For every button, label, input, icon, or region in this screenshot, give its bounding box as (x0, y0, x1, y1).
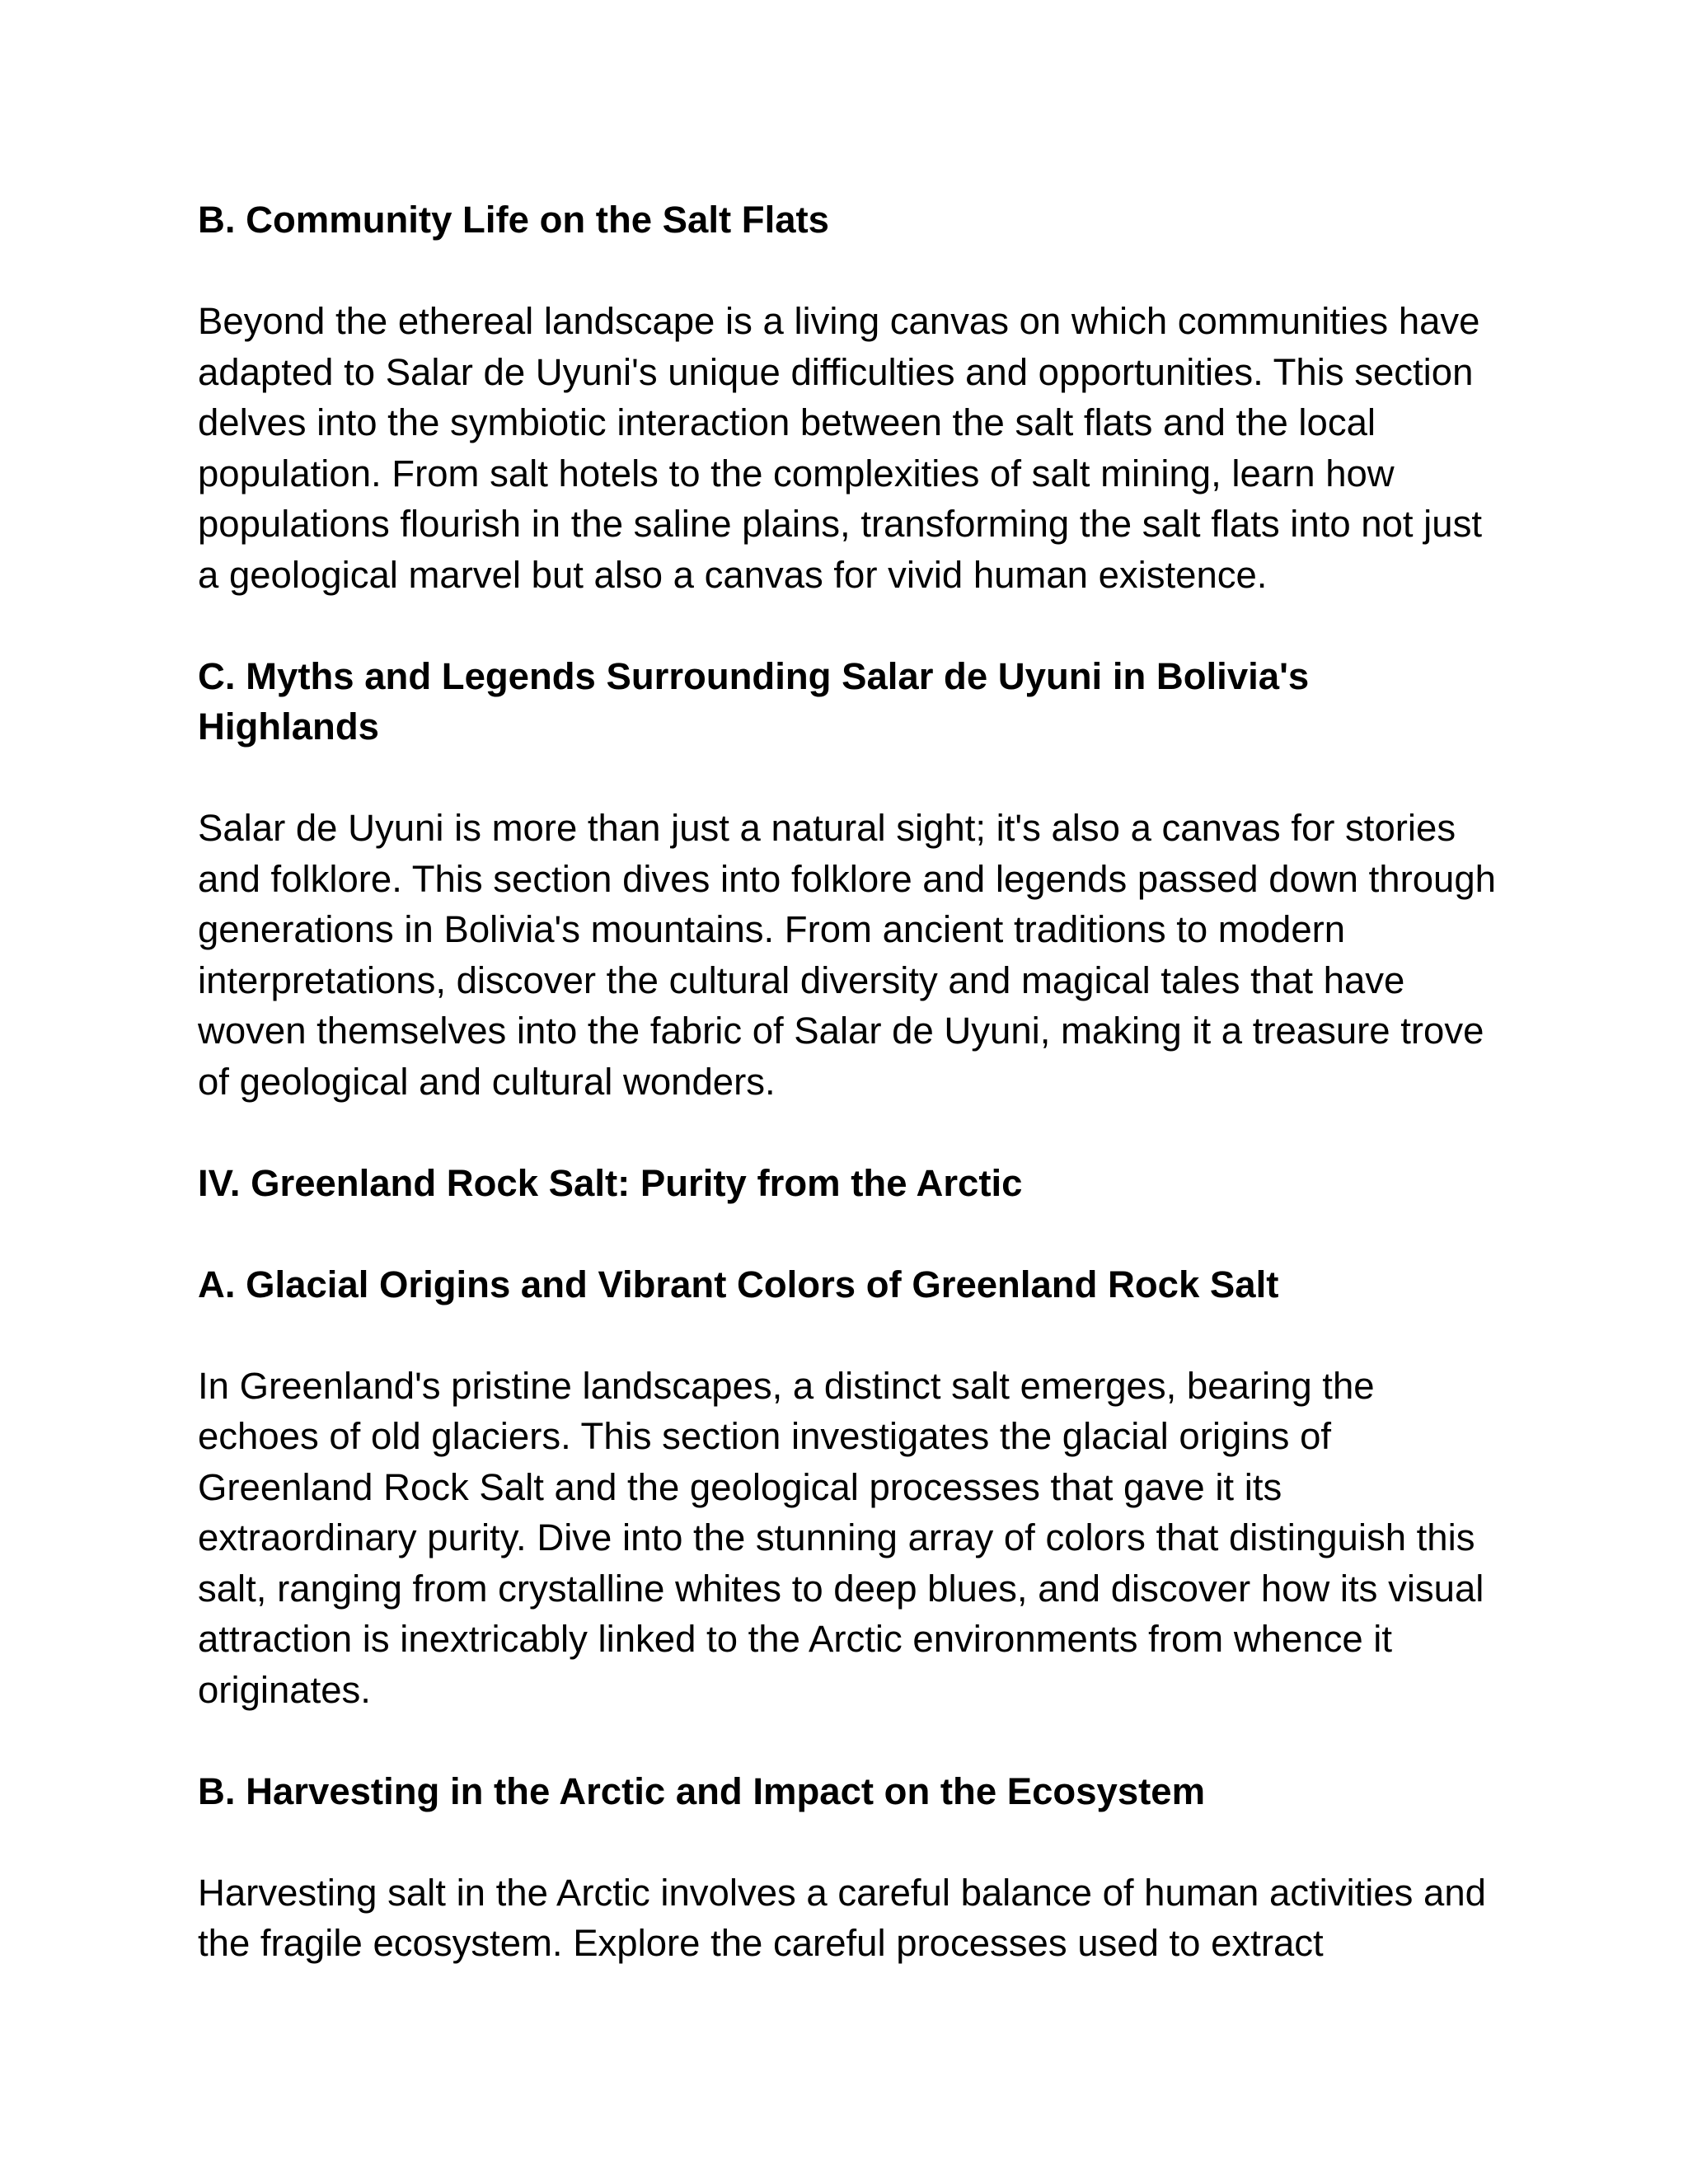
section-heading-community-life: B. Community Life on the Salt Flats (198, 199, 829, 241)
page-content (198, 194, 1500, 1969)
paragraph-myths-legends: Salar de Uyuni is more than just a natural sight; it's also a canvas for stories and folklore. This section dives into folklore and legends passed down through generations in Bolivia's mountains. From ancient traditions to modern interpretations, discover the cultural diversity and magical tales that have woven themselves into the fabric of Salar de Uyuni, making it a treasure trove of geological and cultural wonders. (198, 807, 1496, 1103)
paragraph-harvesting-arctic: Harvesting salt in the Arctic involves a careful balance of human activities and the fragile ecosystem. Explore the careful processes used to extract (198, 1871, 1486, 1964)
chapter-heading-greenland-rock-salt: IV. Greenland Rock Salt: Purity from the Arctic (198, 1161, 1023, 1204)
paragraph-community-life: Beyond the ethereal landscape is a living canvas on which communities have adapted to Salar de Uyuni's unique difficulties and opportunities. This section delves into the symbiotic interaction between the salt flats and the local population. From salt hotels to the complexities of salt mining, learn how populations flourish in the saline plains, transforming the salt flats into not just a geological marvel but also a canvas for vivid human existence. (198, 300, 1482, 596)
section-heading-glacial-origins: A. Glacial Origins and Vibrant Colors of Greenland Rock Salt (198, 1263, 1279, 1305)
paragraph-glacial-origins: In Greenland's pristine landscapes, a distinct salt emerges, bearing the echoes of old glaciers. This section investigates the glacial origins of Greenland Rock Salt and the geological processes that gave it its extraordinary purity. Dive into the stunning array of colors that distinguish this salt, ranging from crystalline whites to deep blues, and discover how its visual attraction is inextricably linked to the Arctic environments from whence it originates. (198, 1364, 1484, 1711)
section-heading-harvesting-arctic: B. Harvesting in the Arctic and Impact on the Ecosystem (198, 1769, 1206, 1812)
section-heading-myths-legends: C. Myths and Legends Surrounding Salar de Uyuni in Bolivia's Highlands (198, 654, 1310, 748)
